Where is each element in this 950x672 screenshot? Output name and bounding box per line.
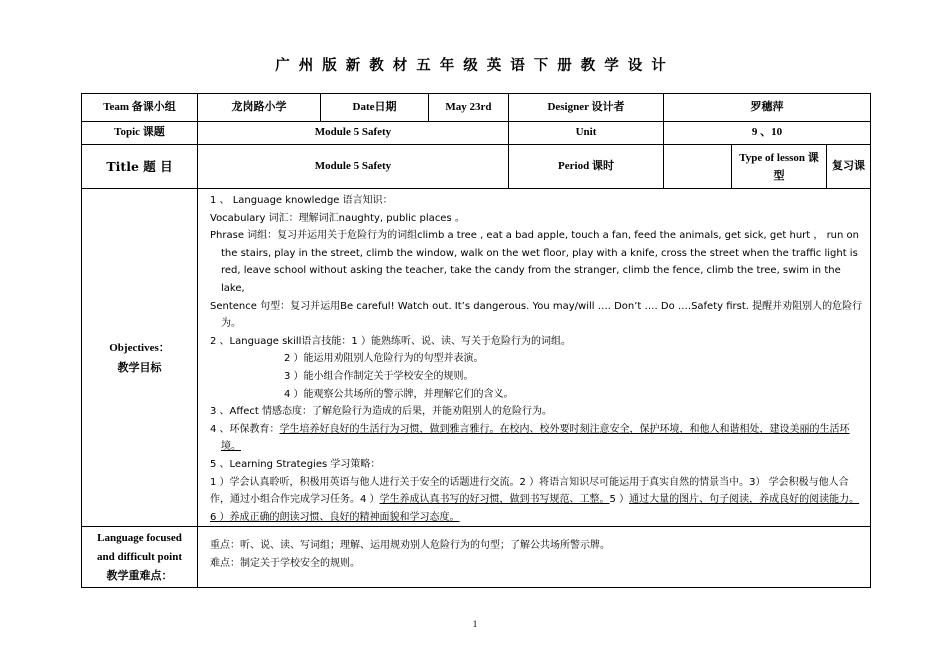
objective-line: Sentence 句型：复习并运用Be careful! Watch out. It’s dangerous. You may/will …. Don’t …. Do ….Safety first. 提醒并劝阻别人的危险行为。 <box>210 300 863 330</box>
strategy-underlined-2: 通过大量的图片、句子阅读，养成良好的阅读能力。6 ）养成正确的朗读习惯、良好的精神面貌和学习态度。 <box>210 494 860 523</box>
difficult-points: 难点：制定关于学校安全的规则。 <box>210 557 360 569</box>
period-label: Period 课时 <box>509 145 664 189</box>
lesson-type-value: 复习课 <box>827 145 871 189</box>
focus-label <box>82 527 198 588</box>
objective-line: 2 ）能运用劝阻别人危险行为的句型并表演。 <box>284 353 484 365</box>
designer-label: Designer 设计者 <box>509 94 664 122</box>
objective-env-prefix: 4 、环保教育： <box>210 423 280 435</box>
focus-row <box>82 527 871 588</box>
objective-line: 3 、Affect 情感态度：了解危险行为造成的后果，并能劝阻别人的危险行为。 <box>210 406 553 418</box>
objectives-label-en: Objectives： <box>109 341 170 354</box>
team-label: Team 备课小组 <box>82 94 198 122</box>
date-value: May 23rd <box>429 94 509 122</box>
topic-row <box>82 122 871 145</box>
objectives-row <box>82 189 871 527</box>
objective-line: 3 ）能小组合作制定关于学校安全的规则。 <box>284 370 474 382</box>
objective-line: 4 ）能观察公共场所的警示牌，并理解它们的含义。 <box>284 388 514 400</box>
focus-content <box>198 527 871 588</box>
key-points: 重点：听、说、读、写词组；理解、运用规劝别人危险行为的句型；了解公共场所警示牌。 <box>210 540 610 552</box>
date-label: Date日期 <box>321 94 429 122</box>
focus-label-line1: Language focused <box>97 531 182 544</box>
objective-line <box>210 421 864 456</box>
strategy-text: 1 ）学会认真聆听，积极用英语与他人进行关于安全的话题进行交流。2 ）将语言知识尽可能运用于真实自然的情景当中。3） 学会积极与他人合作，通过小组合作完成学习任务。4 ） <box>210 476 849 506</box>
page-number: 1 <box>472 620 478 630</box>
topic-value: Module 5 Safety <box>198 122 509 145</box>
objective-line: 1 、 Language knowledge 语言知识： <box>210 195 393 206</box>
objectives-content <box>198 189 871 527</box>
objective-line <box>210 474 864 527</box>
unit-label: Unit <box>509 122 664 145</box>
objectives-label-cn: 教学目标 <box>117 361 162 374</box>
objective-line: Phrase 词组：复习并运用关于危险行为的词组climb a tree , eat a bad apple, touch a fan, feed the animals, get sick, get hurt ， run on the stairs, play in the street, climb the window, walk on the wet floor, play with a knife, cross the street when the traffic light is red, leave school without asking the teacher, take the candy from the stranger, climb the fence, climb the tree, swim in the lake, <box>210 230 859 294</box>
period-value <box>664 145 732 189</box>
topic-label: Topic 课题 <box>82 122 198 145</box>
objectives-label <box>82 189 198 527</box>
objective-env-text: 学生培养好良好的生活行为习惯，做到雅言雅行。在校内、校外要时刻注意安全，保护环境，和他人和谐相处，建设美丽的生活环境。 <box>221 423 850 453</box>
strategy-underlined: 学生养成认真书写的好习惯，做到书写规范、工整。 <box>379 494 610 506</box>
focus-label-line2: and difficult point <box>97 550 182 563</box>
designer-name: 罗穗萍 <box>664 94 871 122</box>
objective-line: 2 、Language skill语言技能：1 ）能熟练听、说、读、写关于危险行为的词组。 <box>210 335 571 347</box>
strategy-text-5: 5 ） <box>609 494 630 506</box>
lesson-plan-table <box>81 93 871 588</box>
document-title: 广州版新教材五年级英语下册教学设计 <box>275 58 675 74</box>
school-name: 龙岗路小学 <box>198 94 321 122</box>
focus-label-line3: 教学重难点： <box>106 569 173 582</box>
lesson-type-label: Type of lesson 课型 <box>732 145 827 189</box>
unit-value: 9 、10 <box>664 122 871 145</box>
objective-line: 5 、Learning Strategies 学习策略： <box>210 458 381 470</box>
title-value: Module 5 Safety <box>198 145 509 189</box>
header-row <box>82 94 871 122</box>
title-row <box>82 145 871 189</box>
title-label: Title 题 目 <box>82 145 198 189</box>
objective-line: Vocabulary 词汇：理解词汇naughty, public places 。 <box>210 212 465 224</box>
